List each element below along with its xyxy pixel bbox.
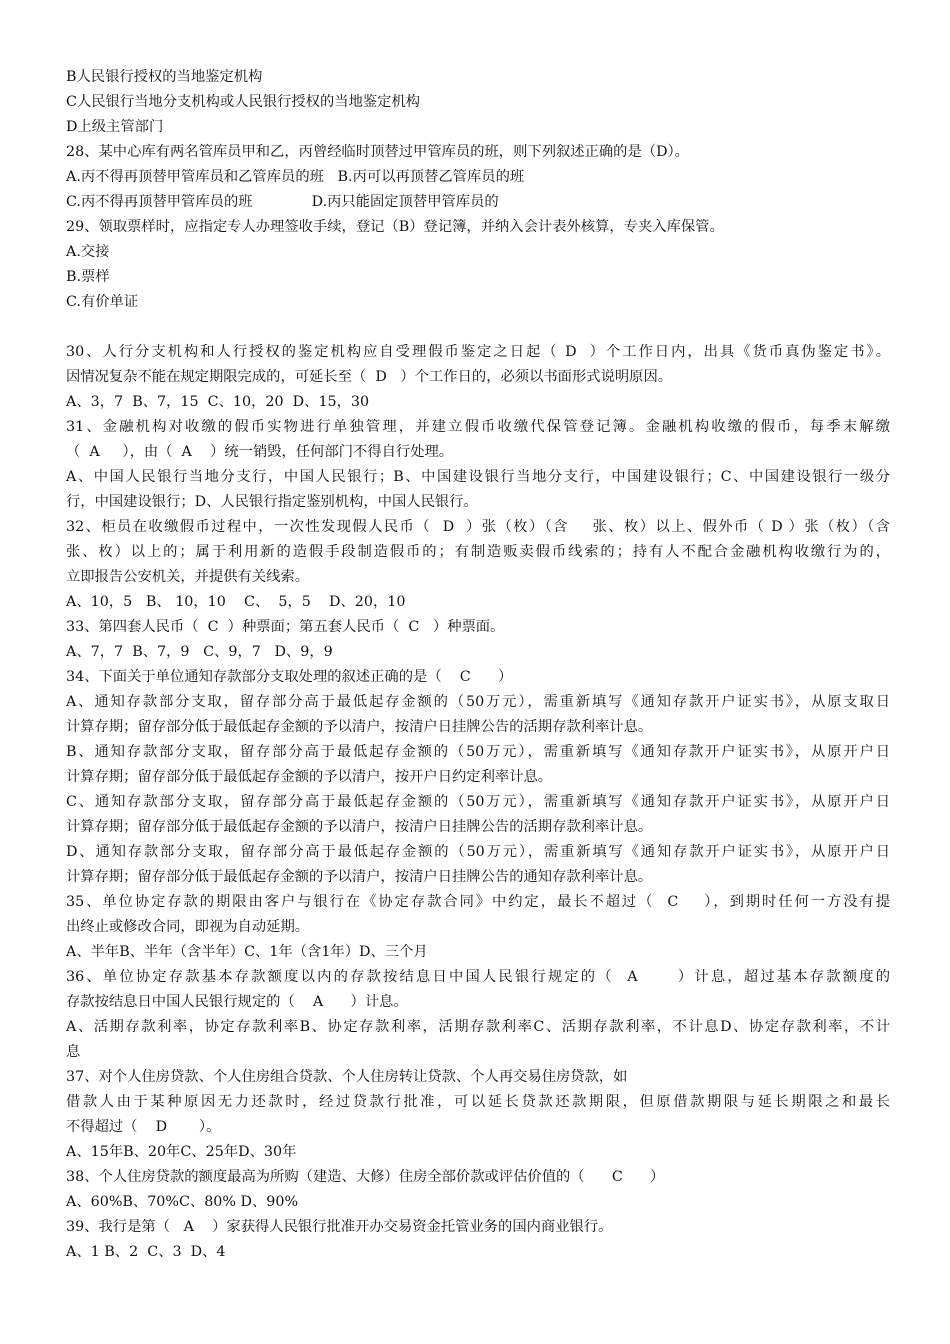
text-line: 存款按结息日中国人民银行规定的（ A ）计息。 <box>66 994 408 1010</box>
text-line: A、通知存款部分支取，留存部分高于最低起存金额的（50万元），需重新填写《通知存款开户证实书》，从原支取日 <box>66 694 890 710</box>
text-line: 计算存期；留存部分低于最低起存金额的予以清户，按清户日挂牌公告的通知存款利率计息。 <box>66 869 653 885</box>
text-line: 借款人由于某种原因无力还款时，经过贷款行批准，可以延长贷款还款期限，但原借款期限与延长期限之和最长 <box>66 1094 890 1110</box>
text-line: A、3，7 B、7，15 C、10，20 D、15，30 <box>66 394 370 410</box>
text-line: 计算存期；留存部分低于最低起存金额的予以清户，按开户日约定利率计息。 <box>66 769 553 785</box>
text-line: C、通知存款部分支取，留存部分高于最低起存金额的（50万元），需重新填写《通知存款开户证实书》，从原开户日 <box>66 794 890 810</box>
text-line: C人民银行当地分支机构或人民银行授权的当地鉴定机构 <box>66 94 421 110</box>
text-line: A、1 B、2 C、3 D、4 <box>66 1244 226 1260</box>
text-line: D、通知存款部分支取，留存部分高于最低起存金额的（50万元），需重新填写《通知存款开户证实书》，从原开户日 <box>66 844 890 860</box>
text-line: 息 <box>66 1044 81 1060</box>
text-line: 33、第四套人民币（ C ）种票面；第五套人民币（ C ）种票面。 <box>66 619 505 635</box>
text-line: 计算存期；留存部分低于最低起存金额的予以清户，按清户日挂牌公告的活期存款利率计息。 <box>66 819 653 835</box>
text-line: 34、下面关于单位通知存款部分支取处理的叙述正确的是（ C ） <box>66 669 513 685</box>
text-line: 36、单位协定存款基本存款额度以内的存款按结息日中国人民银行规定的（ A ）计息，超过基本存款额度的 <box>66 969 890 985</box>
text-line: 30、人行分支机构和人行授权的鉴定机构应自受理假币鉴定之日起（ D ）个工作日内，出具《货币真伪鉴定书》。 <box>66 344 890 360</box>
text-line: A、活期存款利率，协定存款利率B、协定存款利率，活期存款利率C、活期存款利率，不计息D、协定存款利率，不计 <box>66 1019 890 1035</box>
text-line: C.有价单证 <box>66 294 139 310</box>
text-line: A、半年B、半年（含半年）C、1年（含1年）D、三个月 <box>66 944 428 960</box>
text-line: 不得超过（ D ）。 <box>66 1119 221 1135</box>
text-line: C.丙不得再顶替甲管库员的班 D.丙只能固定顶替甲管库员的 <box>66 194 499 210</box>
text-line: A、15年B、20年C、25年D、30年 <box>66 1144 297 1160</box>
text-line: A、60%B、70%C、80% D、90% <box>66 1194 299 1210</box>
text-line: 31、金融机构对收缴的假币实物进行单独管理，并建立假币收缴代保管登记簿。金融机构收缴的假币，每季末解缴 <box>66 419 890 435</box>
text-line: B.票样 <box>66 269 110 285</box>
text-line: 张、枚）以上的；属于利用新的造假手段制造假币的；有制造贩卖假币线索的；持有人不配合金融机构收缴行为的， <box>66 544 890 560</box>
document-body <box>66 65 890 1265</box>
text-line: A、10，5 B、 10，10 C、 5，5 D、20，10 <box>66 594 406 610</box>
text-line: 出终止或修改合同，即视为自动延期。 <box>66 919 310 935</box>
text-line: （ A ），由（ A ）统一销毁，任何部门不得自行处理。 <box>66 444 454 460</box>
text-line: 行，中国建设银行；D、人民银行指定鉴别机构，中国人民银行。 <box>66 494 478 510</box>
text-line: A.丙不得再顶替甲管库员和乙管库员的班 B.丙可以再顶替乙管库员的班 <box>66 169 525 185</box>
text-line: D上级主管部门 <box>66 119 164 135</box>
text-line: 37、对个人住房贷款、个人住房组合贷款、个人住房转让贷款、个人再交易住房贷款，如 <box>66 1069 628 1085</box>
text-line: 因情况复杂不能在规定期限完成的，可延长至（ D ）个工作日的，必须以书面形式说明原因。 <box>66 369 673 385</box>
text-line: B、通知存款部分支取，留存部分高于最低起存金额的（50万元），需重新填写《通知存款开户证实书》，从原开户日 <box>66 744 890 760</box>
text-line: 35、单位协定存款的期限由客户与银行在《协定存款合同》中约定，最长不超过（ C ），到期时任何一方没有提 <box>66 894 890 910</box>
text-line: 28、某中心库有两名管库员甲和乙，丙曾经临时顶替过甲管库员的班，则下列叙述正确的是（D）。 <box>66 144 689 160</box>
text-line: A、7，7 B、7，9 C、9，7 D、9，9 <box>66 644 333 660</box>
text-line: 38、个人住房贷款的额度最高为所购（建造、大修）住房全部价款或评估价值的（ C ） <box>66 1169 665 1185</box>
text-line: A、中国人民银行当地分支行，中国人民银行；B、中国建设银行当地分支行，中国建设银行；C、中国建设银行一级分 <box>66 469 890 485</box>
text-line: 39、我行是第（ A ）家获得人民银行批准开办交易资金托管业务的国内商业银行。 <box>66 1219 613 1235</box>
text-line: A.交接 <box>66 244 110 260</box>
text-line: 计算存期；留存部分低于最低起存金额的予以清户，按清户日挂牌公告的活期存款利率计息。 <box>66 719 653 735</box>
text-line: 29、领取票样时，应指定专人办理签收手续，登记（B）登记簿，并纳入会计表外核算，专夹入库保管。 <box>66 219 724 235</box>
text-line: 立即报告公安机关，并提供有关线索。 <box>66 569 310 585</box>
text-line: 32、柜员在收缴假币过程中，一次性发现假人民币（ D ）张（枚）（含 张、枚）以上、假外币（ D ）张（枚）（含 <box>66 519 890 535</box>
blank-line <box>66 315 890 340</box>
text-line: B人民银行授权的当地鉴定机构 <box>66 69 263 85</box>
